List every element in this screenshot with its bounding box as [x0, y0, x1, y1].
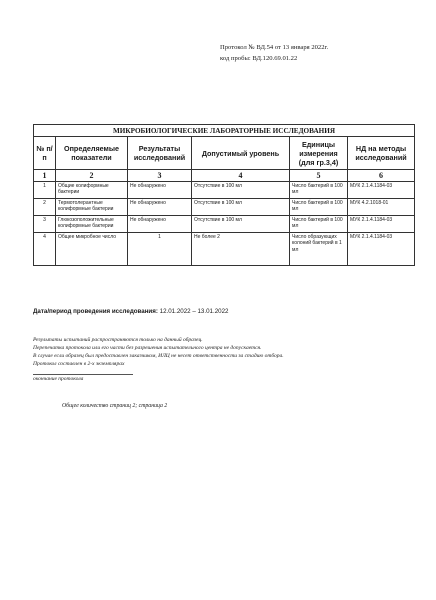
row-number: 1 [34, 182, 56, 199]
method-cell: МУК 4.2.1018-01 [348, 199, 415, 216]
study-period-value: 12.01.2022 – 13.01.2022 [159, 308, 229, 315]
column-number: 5 [290, 170, 348, 182]
sample-code: код пробы: ВД.120.69.01.22 [220, 55, 298, 62]
table-title: МИКРОБИОЛОГИЧЕСКИЕ ЛАБОРАТОРНЫЕ ИССЛЕДОВАНИЯ [34, 125, 415, 137]
result-cell: 1 [128, 233, 192, 266]
table-row [34, 233, 415, 266]
allowed-cell: Отсутствие в 100 мл [192, 216, 290, 233]
result-cell: Не обнаружено [128, 199, 192, 216]
units-cell: Число бактерий в 100 мл [290, 182, 348, 199]
units-cell: Число образующих колоний бактерий в 1 мл [290, 233, 348, 266]
indicator-cell: Общие колиформные бактерии [56, 182, 128, 199]
column-number-row [34, 170, 415, 182]
allowed-cell: Не более 2 [192, 233, 290, 266]
note-line: Протокол составлен в 2-х экземплярах [33, 361, 125, 367]
column-number: 4 [192, 170, 290, 182]
method-cell: МУК 2.1.4.1184-03 [348, 233, 415, 266]
table-row [34, 216, 415, 233]
table-row [34, 199, 415, 216]
protocol-number: Протокол № ВД.54 от 13 января 2022г. [220, 44, 329, 51]
result-cell: Не обнаружено [128, 182, 192, 199]
column-number: 2 [56, 170, 128, 182]
note-line: Результаты испытаний распространяются только на данный образец. [33, 337, 203, 343]
units-cell: Число бактерий в 100 мл [290, 216, 348, 233]
header-cell: № п/п [34, 137, 56, 170]
allowed-cell: Отсутствие в 100 мл [192, 182, 290, 199]
row-number: 3 [34, 216, 56, 233]
method-cell: МУК 2.1.4.1184-03 [348, 216, 415, 233]
header-cell: Допустимый уровень [192, 137, 290, 170]
table-row [34, 182, 415, 199]
notes-block [33, 336, 418, 368]
study-period [33, 308, 228, 315]
allowed-cell: Отсутствие в 100 мл [192, 199, 290, 216]
header-row [34, 137, 415, 170]
study-period-label: Дата/период проведения исследования: [33, 308, 158, 315]
divider [33, 374, 133, 375]
result-cell: Не обнаружено [128, 216, 192, 233]
page-count: Общее количество страниц 2; страница 2 [62, 403, 168, 409]
protocol-header [220, 42, 420, 64]
column-number: 3 [128, 170, 192, 182]
header-cell: Единицы измерения (для гр.3,4) [290, 137, 348, 170]
method-cell: МУК 2.1.4.1184-03 [348, 182, 415, 199]
indicator-cell: Термотолерантные колиформные бактерии [56, 199, 128, 216]
header-cell: Результаты исследований [128, 137, 192, 170]
indicator-cell: Глюкозоположительные колиформные бактерии [56, 216, 128, 233]
header-cell: НД на методы исследований [348, 137, 415, 170]
results-table [33, 124, 415, 266]
row-number: 4 [34, 233, 56, 266]
note-line: Перепечатка протокола или его части без разрешения испытательного центра не допускается. [33, 345, 262, 351]
note-line: В случае если образец был предоставлен заказчиком, ИЛЦ не несет ответственности за стадию отбора. [33, 353, 284, 359]
column-number: 6 [348, 170, 415, 182]
column-number: 1 [34, 170, 56, 182]
indicator-cell: Общее микробное число [56, 233, 128, 266]
header-cell: Определяемые показатели [56, 137, 128, 170]
end-of-protocol: окончание протокола [33, 376, 84, 382]
units-cell: Число бактерий в 100 мл [290, 199, 348, 216]
row-number: 2 [34, 199, 56, 216]
